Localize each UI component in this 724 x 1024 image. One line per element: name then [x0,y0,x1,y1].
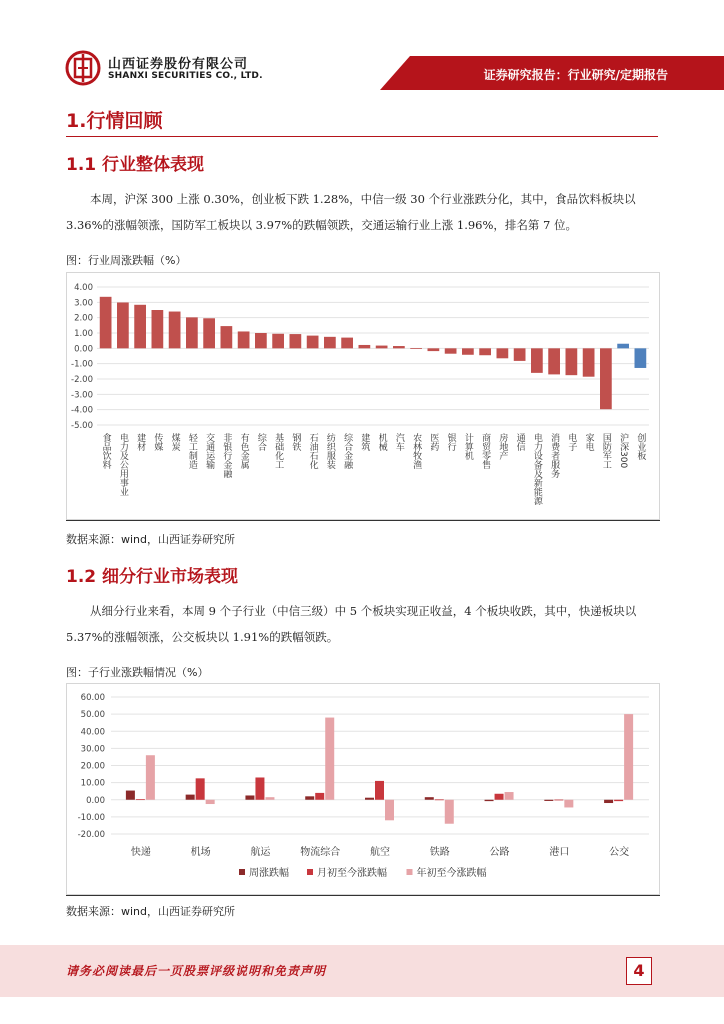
legend-label: 年初至今涨跌幅 [416,868,487,879]
y-tick-label: 3.00 [74,298,93,309]
bar [255,333,267,348]
bar [614,800,623,801]
bar [479,348,491,355]
section-divider [66,136,658,137]
y-tick-label: 20.00 [80,761,105,772]
bar [290,334,302,348]
x-tick-label: 纺织服装 [324,433,335,469]
figure-2-bottom-rule [66,895,660,896]
x-tick-label: 铁路 [429,847,450,858]
x-tick-label: 综合金融 [342,433,353,469]
sub-industry-chart [66,683,660,895]
company-name-cn: 山西证券股份有限公司 [108,57,249,72]
bar [428,348,440,351]
bar [365,798,374,800]
bar [425,797,434,800]
bar [324,337,336,348]
bar [203,318,215,348]
y-tick-label: -3.00 [71,390,93,401]
bar [255,777,264,799]
x-tick-label: 计算机 [462,433,473,460]
x-tick-label: 消费者服务 [549,433,560,478]
section-1-2-paragraph: 从细分行业来看，本周 9 个子行业（中信三级）中 5 个板块实现正收益，4 个板块收跌，其中，快递板块以 5.37%的涨幅领涨，公交板块以 1.91%的跌幅领跌。 [66,604,637,644]
bar [410,348,422,349]
x-tick-label: 电子 [566,433,577,451]
bar [600,348,612,409]
x-tick-label: 房地产 [497,433,508,460]
company-logo-icon [64,50,102,86]
legend-label: 周涨跌幅 [249,868,289,879]
section-1-title: 1.行情回顾 [66,110,163,132]
page-header [0,0,724,90]
bar [531,348,543,373]
bar [375,781,384,800]
x-tick-label: 交通运输 [204,433,215,469]
bar [462,348,474,354]
bar [445,800,454,824]
x-tick-label: 建材 [135,433,146,451]
bar [554,800,563,801]
bar [245,795,254,799]
bar [221,326,233,348]
x-tick-label: 物流综合 [300,847,341,858]
x-tick-label: 医药 [428,433,439,451]
x-tick-label: 农林牧渔 [411,433,422,469]
x-tick-label: 建筑 [359,433,370,451]
y-tick-label: 2.00 [74,313,93,324]
bar [635,348,647,368]
x-tick-label: 商贸零售 [480,433,491,469]
bar [272,334,284,349]
bar [265,797,274,800]
y-tick-label: -10.00 [77,812,105,823]
x-tick-label: 创业板 [635,433,646,460]
bar [495,794,504,800]
y-tick-label: -5.00 [71,421,93,431]
bar [514,348,526,361]
x-tick-label: 航运 [250,847,271,858]
bar [146,755,155,800]
x-tick-label: 快递 [130,847,151,858]
legend-label: 月初至今涨跌幅 [317,868,387,879]
x-tick-label: 银行 [445,433,456,451]
disclaimer-notice: 请务必阅读最后一页股票评级说明和免责声明 [66,964,327,978]
bar [376,346,388,349]
x-tick-label: 家电 [583,433,594,451]
figure-2-caption: 图：子行业涨跌幅情况（%） [66,666,209,679]
x-tick-label: 煤炭 [169,433,180,451]
bar [325,718,334,800]
report-type-label: 证券研究报告：行业研究/定期报告 [483,68,668,82]
bar [385,800,394,821]
industry-weekly-chart-svg [67,273,659,519]
x-tick-label: 港口 [549,847,570,858]
industry-weekly-chart [66,272,660,520]
bar [485,800,494,801]
y-tick-label: 60.00 [80,693,105,703]
bar [238,331,250,348]
y-tick-label: 1.00 [74,329,93,339]
y-tick-label: -4.00 [71,405,93,416]
y-tick-label: 50.00 [80,710,105,721]
bar [169,312,181,349]
x-tick-label: 轻工制造 [186,433,197,469]
bar [305,796,314,799]
x-tick-label: 公交 [609,847,630,858]
bar [186,317,198,348]
bar [564,800,573,808]
bar [186,795,195,800]
section-1-1-title: 1.1 行业整体表现 [66,155,205,175]
y-tick-label: -1.00 [71,359,93,370]
company-name-en: SHANXI SECURITIES CO., LTD. [108,71,263,81]
legend-swatch [307,869,313,875]
y-tick-label: 10.00 [80,778,105,789]
bar [206,800,215,804]
y-tick-label: 0.00 [86,795,105,806]
bar [617,344,629,349]
bar [548,348,560,374]
y-tick-label: 40.00 [80,727,105,738]
section-1-1-paragraph: 本周，沪深 300 上涨 0.30%，创业板下跌 1.28%，中信一级 30 个行业涨跌分化，其中，食品饮料板块以 3.36%的涨幅领涨，国防军工板块以 3.97%的跌幅领跌，交通运输行业上涨 1.96%，排名第 7 位。 [66,192,636,232]
x-tick-label: 汽车 [393,433,404,451]
x-tick-label: 国防军工 [600,433,611,469]
bar [497,348,509,358]
bar [505,792,514,800]
legend-swatch [239,869,245,875]
bar [341,338,353,349]
section-1-2-title: 1.2 细分行业市场表现 [66,567,239,587]
figure-1-bottom-rule [66,520,660,521]
bar [126,791,135,800]
x-tick-label: 有色金属 [238,433,249,469]
figure-1-caption: 图：行业周涨跌幅（%） [66,254,187,267]
sub-industry-chart-svg [67,684,659,894]
bar [435,799,444,800]
bar [583,348,595,376]
bar [393,346,405,348]
x-tick-label: 传媒 [152,433,163,451]
x-tick-label: 通信 [514,433,525,451]
bar [196,778,205,799]
bar [359,345,371,348]
x-tick-label: 电力设备及新能源 [531,433,542,505]
bar [307,336,319,349]
x-tick-label: 钢铁 [290,433,301,451]
bar [136,799,145,800]
x-tick-label: 电力及公用事业 [117,433,128,496]
page-number: 4 [626,957,652,985]
y-tick-label: -2.00 [71,375,93,385]
bar [100,297,112,349]
bar [544,800,553,801]
x-tick-label: 石油石化 [307,433,318,469]
y-tick-label: 30.00 [80,744,105,755]
y-tick-label: 4.00 [74,283,93,293]
figure-2-source: 数据来源：wind，山西证券研究所 [66,905,236,918]
x-tick-label: 综合 [255,433,266,451]
x-tick-label: 机场 [190,847,211,858]
bar [134,305,146,349]
figure-1-source: 数据来源：wind，山西证券研究所 [66,533,236,546]
x-tick-label: 基础化工 [273,433,284,469]
bar [315,793,324,800]
bar [566,348,578,375]
bar [624,714,633,800]
legend-swatch [407,869,413,875]
x-tick-label: 沪深300 [618,433,629,469]
bar [152,310,164,348]
bar [445,348,457,353]
x-tick-label: 航空 [370,847,390,858]
x-tick-label: 非银行金融 [221,433,232,478]
x-tick-label: 公路 [489,847,510,858]
x-tick-label: 机械 [376,433,387,451]
bar [604,800,613,803]
y-tick-label: -20.00 [77,830,105,840]
bar [117,302,129,348]
y-tick-label: 0.00 [74,344,93,355]
x-tick-label: 食品饮料 [100,433,111,469]
